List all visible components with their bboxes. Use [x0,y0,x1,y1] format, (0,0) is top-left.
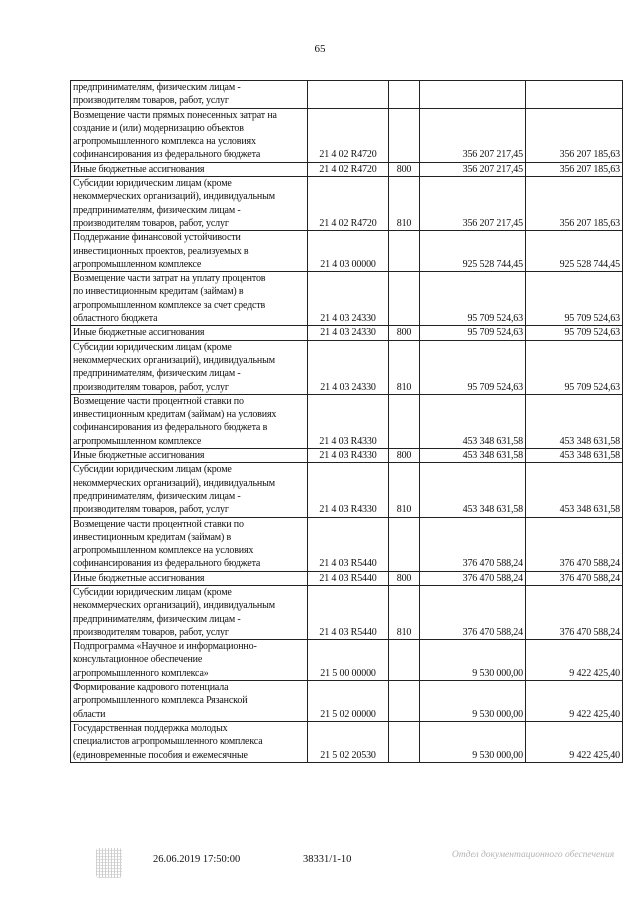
row-planned-amount-cell [420,326,526,340]
row-executed-amount: 376 470 588,24 [559,572,620,584]
row-planned-amount: 453 348 631,58 [462,435,523,447]
row-code-cell [308,449,389,463]
row-planned-amount: 376 470 588,24 [462,626,523,638]
table-row [71,394,623,448]
row-executed-amount-cell [526,463,623,517]
row-name-cell [71,571,308,585]
row-executed-amount: 356 207 185,63 [559,217,620,229]
row-expense-type: 810 [396,626,412,638]
row-name: Субсидии юридическим лицам (кроме некоммерческих организаций), индивидуальным предпринимателям, физическим лицам - производителям товаров, работ, услуг [73,178,275,229]
row-expense-type-cell [389,272,420,326]
row-expense-type-cell [389,326,420,340]
row-expense-type-cell [389,177,420,231]
row-executed-amount: 356 207 185,63 [559,149,620,161]
row-code-cell [308,721,389,762]
row-code-cell [308,681,389,722]
row-code-cell [308,517,389,571]
row-name-cell [71,640,308,681]
row-code-cell [308,108,389,162]
row-code: 21 4 03 R5440 [319,626,377,638]
row-planned-amount: 9 530 000,00 [472,749,523,761]
row-name: Иные бюджетные ассигнования [73,450,205,462]
row-name-cell [71,721,308,762]
table-row [71,463,623,517]
row-name: Поддержание финансовой устойчивости инвестиционных проектов, реализуемых в агропромышленном комплексе [73,232,249,270]
row-code-cell [308,81,389,109]
row-expense-type: 800 [396,327,412,339]
row-code-cell [308,162,389,176]
table-row [71,585,623,639]
page-number: 65 [314,43,326,55]
row-code: 21 4 03 24330 [320,313,376,325]
row-name-cell [71,326,308,340]
row-executed-amount: 9 422 425,40 [569,749,620,761]
page-footer [0,848,640,888]
row-code: 21 4 03 24330 [320,381,376,393]
row-code: 21 5 02 00000 [320,708,376,720]
row-code: 21 4 03 R4330 [319,450,377,462]
row-executed-amount-cell [526,326,623,340]
row-executed-amount-cell [526,681,623,722]
row-expense-type: 800 [396,572,412,584]
row-executed-amount-cell [526,177,623,231]
row-name-cell [71,463,308,517]
row-planned-amount: 376 470 588,24 [462,558,523,570]
row-executed-amount-cell [526,108,623,162]
row-executed-amount: 453 348 631,58 [559,450,620,462]
row-executed-amount-cell [526,517,623,571]
row-expense-type: 800 [396,163,412,175]
row-name-cell [71,231,308,272]
row-planned-amount-cell [420,108,526,162]
row-planned-amount-cell [420,571,526,585]
row-expense-type: 800 [396,450,412,462]
row-name-cell [71,162,308,176]
row-planned-amount: 356 207 217,45 [462,163,523,175]
row-name: Иные бюджетные ассигнования [73,163,205,175]
row-planned-amount: 453 348 631,58 [462,504,523,516]
row-planned-amount-cell [420,340,526,394]
row-expense-type-cell [389,108,420,162]
row-expense-type-cell [389,449,420,463]
row-name-cell [71,681,308,722]
row-executed-amount-cell [526,394,623,448]
footer-doc-number: 38331/1-10 [303,854,352,865]
row-expense-type-cell [389,231,420,272]
row-executed-amount: 95 709 524,63 [564,327,620,339]
row-name: Иные бюджетные ассигнования [73,327,205,339]
row-executed-amount: 925 528 744,45 [559,258,620,270]
row-name-cell [71,272,308,326]
row-executed-amount: 453 348 631,58 [559,504,620,516]
row-code: 21 5 00 00000 [320,667,376,679]
row-name: Иные бюджетные ассигнования [73,572,205,584]
row-executed-amount: 356 207 185,63 [559,163,620,175]
row-planned-amount: 376 470 588,24 [462,572,523,584]
row-planned-amount: 95 709 524,63 [467,313,523,325]
table-row [71,108,623,162]
row-code: 21 4 03 R5440 [319,572,377,584]
table-row [71,177,623,231]
row-executed-amount: 9 422 425,40 [569,708,620,720]
table-row [71,571,623,585]
watermark-stamp: Отдел документационного обеспечения [451,850,615,860]
row-planned-amount-cell [420,162,526,176]
row-name-cell [71,81,308,109]
table-row [71,640,623,681]
qr-stamp-icon [96,848,122,878]
row-code-cell [308,463,389,517]
row-code: 21 5 02 20530 [320,749,376,761]
table-row [71,340,623,394]
row-expense-type-cell [389,394,420,448]
row-code-cell [308,272,389,326]
row-executed-amount: 9 422 425,40 [569,667,620,679]
table-row [71,517,623,571]
row-name-cell [71,449,308,463]
row-expense-type-cell [389,340,420,394]
row-code: 21 4 02 R4720 [319,149,377,161]
table-row [71,231,623,272]
row-expense-type-cell [389,721,420,762]
table-row [71,681,623,722]
row-executed-amount: 376 470 588,24 [559,558,620,570]
row-code: 21 4 03 00000 [320,258,376,270]
footer-date: 26.06.2019 17:50:00 [153,854,241,865]
row-name: Возмещение части процентной ставки по инвестиционным кредитам (займам) в агропромышленном комплексе на условиях софинансирования из федерального бюджета [73,518,261,570]
row-executed-amount: 95 709 524,63 [564,381,620,393]
row-planned-amount: 356 207 217,45 [462,217,523,229]
row-executed-amount: 376 470 588,24 [559,626,620,638]
row-planned-amount-cell [420,463,526,517]
row-name: Субсидии юридическим лицам (кроме некоммерческих организаций), индивидуальным предпринимателям, физическим лицам - производителям товаров, работ, услуг [73,341,275,393]
row-name: Возмещение части процентной ставки по инвестиционным кредитам (займам) на условиях софинансирования из федерального бюджета в агропромышленном комплексе [73,395,277,447]
row-planned-amount: 356 207 217,45 [462,149,523,161]
row-name: Формирование кадрового потенциала агропромышленного комплекса Рязанской области [73,682,248,720]
row-executed-amount-cell [526,585,623,639]
row-code-cell [308,571,389,585]
row-code: 21 4 03 24330 [320,327,376,339]
row-planned-amount-cell [420,177,526,231]
row-executed-amount-cell [526,571,623,585]
table-row [71,81,623,109]
row-executed-amount-cell [526,449,623,463]
row-name: Возмещение части затрат на уплату процентов по инвестиционным кредитам (займам) в агропромышленном комплексе за счет средств областного бюджета [73,273,266,325]
row-name: предпринимателям, физическим лицам - производителям товаров, работ, услуг [73,82,241,107]
row-planned-amount: 453 348 631,58 [462,450,523,462]
row-executed-amount-cell [526,81,623,109]
table-body [71,81,623,763]
table-row [71,326,623,340]
row-executed-amount: 453 348 631,58 [559,435,620,447]
row-expense-type-cell [389,640,420,681]
row-name-cell [71,585,308,639]
row-name: Государственная поддержка молодых специалистов агропромышленного комплекса (единовременные пособия и ежемесячные [73,722,263,761]
row-code: 21 4 02 R4720 [319,217,377,229]
row-executed-amount-cell [526,721,623,762]
row-code-cell [308,326,389,340]
row-executed-amount: 95 709 524,63 [564,313,620,325]
row-executed-amount-cell [526,272,623,326]
table-row [71,449,623,463]
row-expense-type-cell [389,81,420,109]
row-planned-amount-cell [420,449,526,463]
row-executed-amount-cell [526,231,623,272]
row-planned-amount: 9 530 000,00 [472,708,523,720]
row-code: 21 4 03 R4330 [319,435,377,447]
row-executed-amount-cell [526,640,623,681]
row-name: Субсидии юридическим лицам (кроме некоммерческих организаций), индивидуальным предпринимателям, физическим лицам - производителям товаров, работ, услуг [73,586,275,638]
row-planned-amount: 925 528 744,45 [462,258,523,270]
row-planned-amount-cell [420,585,526,639]
row-code-cell [308,177,389,231]
row-code-cell [308,340,389,394]
row-expense-type-cell [389,162,420,176]
row-name-cell [71,108,308,162]
row-executed-amount-cell [526,340,623,394]
row-expense-type: 810 [396,504,412,516]
row-expense-type-cell [389,681,420,722]
table-row [71,162,623,176]
row-planned-amount-cell [420,640,526,681]
row-expense-type-cell [389,517,420,571]
row-planned-amount-cell [420,272,526,326]
row-planned-amount-cell [420,394,526,448]
row-planned-amount: 9 530 000,00 [472,667,523,679]
row-planned-amount-cell [420,721,526,762]
row-expense-type-cell [389,571,420,585]
row-code: 21 4 02 R4720 [319,163,377,175]
row-planned-amount: 95 709 524,63 [467,327,523,339]
row-name: Субсидии юридическим лицам (кроме некоммерческих организаций), индивидуальным предпринимателям, физическим лицам - производителям товаров, работ, услуг [73,464,275,516]
row-planned-amount-cell [420,231,526,272]
row-expense-type-cell [389,463,420,517]
row-planned-amount-cell [420,517,526,571]
row-planned-amount-cell [420,681,526,722]
row-code: 21 4 03 R5440 [319,558,377,570]
row-planned-amount-cell [420,81,526,109]
table-row [71,272,623,326]
row-expense-type-cell [389,585,420,639]
row-name-cell [71,177,308,231]
row-expense-type: 810 [396,217,412,229]
row-planned-amount: 95 709 524,63 [467,381,523,393]
row-name-cell [71,394,308,448]
row-name: Подпрограмма «Научное и информационно- консультационное обеспечение агропромышленного комплекса» [73,641,257,679]
row-code-cell [308,231,389,272]
row-name-cell [71,340,308,394]
row-name-cell [71,517,308,571]
budget-table [70,80,623,763]
table-row [71,721,623,762]
row-executed-amount-cell [526,162,623,176]
row-code-cell [308,394,389,448]
row-code-cell [308,585,389,639]
row-name: Возмещение части прямых понесенных затрат на создание и (или) модернизацию объектов агропромышленного комплекса на условиях софинансирования из федерального бюджета [73,109,277,161]
row-code: 21 4 03 R4330 [319,504,377,516]
row-code-cell [308,640,389,681]
row-expense-type: 810 [396,381,412,393]
